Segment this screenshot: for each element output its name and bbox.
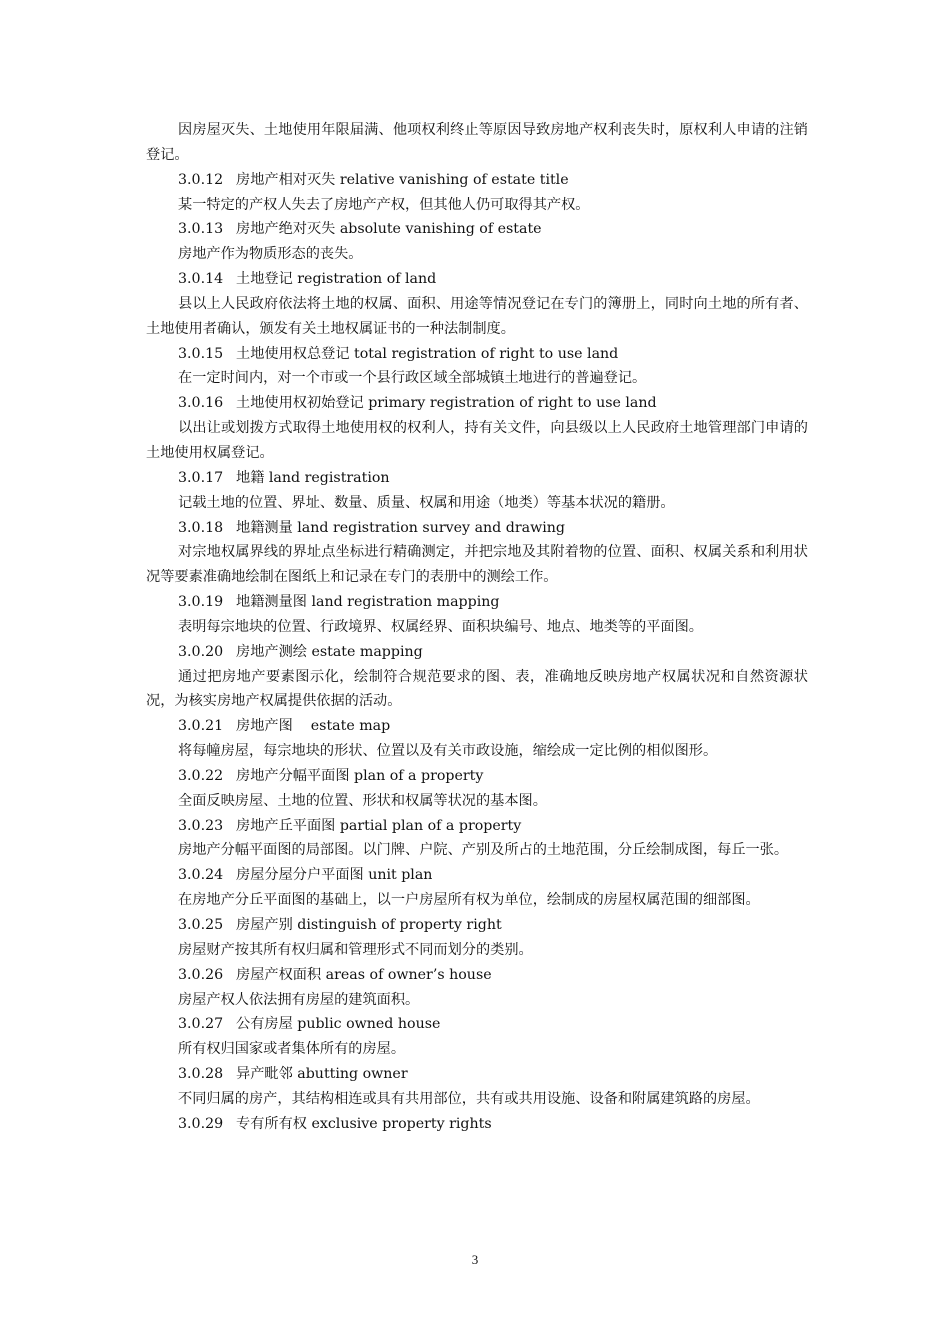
term-title: 地籍 land registration — [236, 469, 390, 486]
term-title: 房屋分屋分户平面图 unit plan — [236, 867, 433, 884]
term-definition: 县以上人民政府依法将土地的权属、面积、用途等情况登记在专门的簿册上，同时向土地的所有者、土地使用者确认，颁发有关土地权属证书的一种法制制度。 — [146, 295, 808, 337]
term-heading — [146, 764, 808, 789]
term-number: 3.0.22 — [178, 767, 224, 784]
term-number: 3.0.27 — [178, 1016, 224, 1033]
term-title: 房地产分幅平面图 plan of a property — [236, 767, 484, 784]
term-definition: 表明每宗地块的位置、行政境界、权属经界、面积块编号、地点、地类等的平面图。 — [178, 618, 703, 635]
term-definition: 所有权归国家或者集体所有的房屋。 — [178, 1041, 406, 1058]
term-number: 3.0.17 — [178, 469, 224, 486]
term-heading — [146, 342, 808, 367]
term-definition: 不同归属的房产，其结构相连或具有共用部位，共有或共用设施、设备和附属建筑路的房屋。 — [178, 1090, 760, 1107]
term-definition: 记载土地的位置、界址、数量、质量、权属和用途（地类）等基本状况的籍册。 — [178, 494, 675, 511]
term-title: 土地登记 registration of land — [236, 271, 437, 288]
term-heading — [146, 217, 808, 242]
term-heading — [146, 963, 808, 988]
document-body — [146, 118, 808, 1137]
term-definition: 将每幢房屋，每宗地块的形状、位置以及有关市政设施，缩绘成一定比例的相似图形。 — [178, 743, 718, 760]
term-heading — [146, 391, 808, 416]
term-number: 3.0.28 — [178, 1066, 224, 1083]
term-number: 3.0.26 — [178, 966, 224, 983]
term-definition: 通过把房地产要素图示化，绘制符合规范要求的图、表，准确地反映房地产权属状况和自然资源状况，为核实房地产权属提供依据的活动。 — [146, 668, 808, 710]
term-definition: 全面反映房屋、土地的位置、形状和权属等状况的基本图。 — [178, 792, 547, 809]
term-number: 3.0.20 — [178, 643, 224, 660]
term-title: 专有所有权 exclusive property rights — [236, 1115, 492, 1132]
term-definition: 房屋财产按其所有权归属和管理形式不同而划分的类别。 — [178, 941, 533, 958]
term-definition: 在房地产分丘平面图的基础上，以一户房屋所有权为单位，绘制成的房屋权属范围的细部图。 — [178, 892, 760, 909]
term-title: 地籍测量图 land registration mapping — [236, 594, 500, 611]
page-number: 3 — [471, 1252, 479, 1267]
term-definition: 房地产作为物质形态的丧失。 — [178, 246, 363, 263]
term-title: 土地使用权总登记 total registration of right to use land — [236, 345, 619, 362]
term-number: 3.0.18 — [178, 519, 224, 536]
term-definition: 对宗地权属界线的界址点坐标进行精确测定，并把宗地及其附着物的位置、面积、权属关系和利用状况等要素准确地绘制在图纸上和记录在专门的表册中的测绘工作。 — [146, 544, 808, 586]
term-heading — [146, 1062, 808, 1087]
term-heading — [146, 267, 808, 292]
term-number: 3.0.16 — [178, 395, 224, 412]
term-heading — [146, 1112, 808, 1137]
term-heading — [146, 714, 808, 739]
term-heading — [146, 466, 808, 491]
term-definition: 房地产分幅平面图的局部图。以门牌、户院、产别及所占的土地范围，分丘绘制成图，每丘一张。 — [178, 842, 789, 859]
term-entries — [146, 168, 808, 1137]
intro-paragraph: 因房屋灭失、土地使用年限届满、他项权利终止等原因导致房地产权利丧失时，原权利人申请的注销登记。 — [146, 122, 808, 163]
term-definition: 以出让或划拨方式取得土地使用权的权利人，持有关文件，向县级以上人民政府土地管理部门申请的土地使用权属登记。 — [146, 420, 808, 461]
term-title: 房地产相对灭失 relative vanishing of estate title — [236, 171, 569, 188]
term-number: 3.0.24 — [178, 867, 224, 884]
term-heading — [146, 590, 808, 615]
term-title: 房屋产权面积 areas of owner’s house — [236, 966, 492, 983]
term-number: 3.0.13 — [178, 221, 224, 238]
term-number: 3.0.19 — [178, 594, 224, 611]
term-title: 房屋产别 distinguish of property right — [236, 917, 502, 933]
term-title: 房地产丘平面图 partial plan of a property — [236, 817, 522, 834]
term-number: 3.0.15 — [178, 345, 224, 362]
term-definition: 在一定时间内，对一个市或一个县行政区域全部城镇土地进行的普遍登记。 — [178, 370, 647, 387]
term-number: 3.0.25 — [178, 917, 224, 933]
term-heading — [146, 814, 808, 839]
term-title: 公有房屋 public owned house — [236, 1016, 441, 1033]
term-number: 3.0.14 — [178, 271, 224, 288]
term-heading — [146, 516, 808, 541]
term-number: 3.0.21 — [178, 718, 224, 735]
term-heading — [146, 168, 808, 193]
term-heading — [146, 913, 808, 938]
term-definition: 某一特定的产权人失去了房地产产权，但其他人仍可取得其产权。 — [178, 196, 590, 213]
term-number: 3.0.12 — [178, 171, 224, 188]
term-heading — [146, 863, 808, 888]
term-title: 土地使用权初始登记 primary registration of right to use land — [236, 395, 657, 412]
term-number: 3.0.29 — [178, 1115, 224, 1132]
term-title: 房地产图 estate map — [236, 718, 391, 735]
term-title: 房地产测绘 estate mapping — [236, 643, 423, 660]
term-heading — [146, 1012, 808, 1037]
term-title: 地籍测量 land registration survey and drawing — [236, 519, 565, 536]
term-definition: 房屋产权人依法拥有房屋的建筑面积。 — [178, 991, 420, 1008]
term-number: 3.0.23 — [178, 817, 224, 834]
term-heading — [146, 640, 808, 665]
term-title: 房地产绝对灭失 absolute vanishing of estate — [236, 221, 542, 238]
term-title: 异产毗邻 abutting owner — [236, 1066, 408, 1083]
